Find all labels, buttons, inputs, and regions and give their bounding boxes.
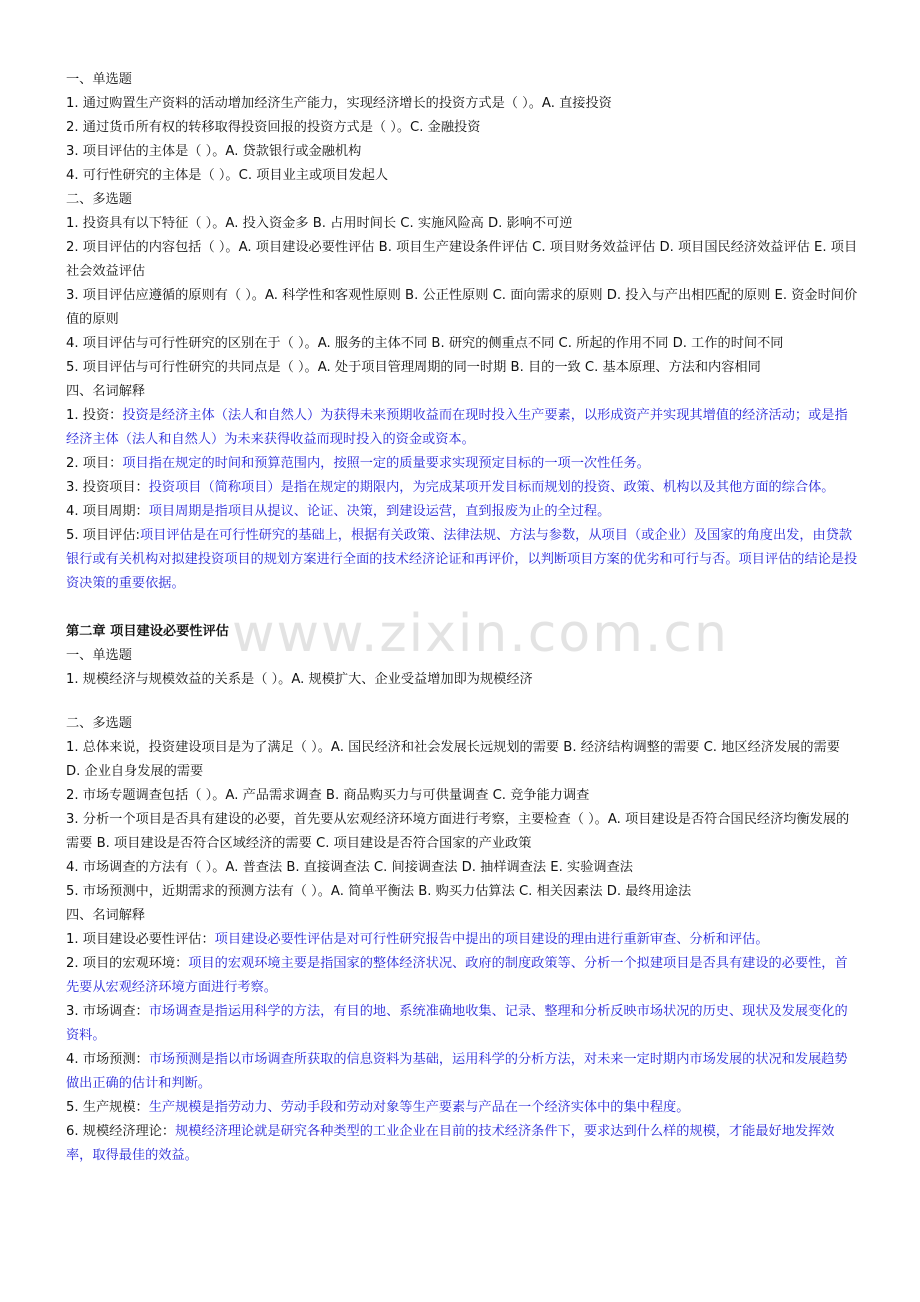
heading-single-choice: 一、单选题 — [66, 648, 132, 663]
chapter-title: 第二章 项目建设必要性评估 — [66, 624, 229, 639]
question-item: 1. 规模经济与规模效益的关系是（ ）。A. 规模扩大、企业受益增加即为规模经济 — [66, 672, 533, 687]
term-definition — [66, 452, 858, 476]
term-definition — [66, 952, 858, 1000]
definition-text: 生产规模是指劳动力、劳动手段和劳动对象等生产要素与产品在一个经济实体中的集中程度。 — [148, 1100, 690, 1115]
question-item: 1. 通过购置生产资料的活动增加经济生产能力，实现经济增长的投资方式是（ ）。A. 直接投资 — [66, 96, 612, 111]
term-label: 5. 项目评估: — [66, 528, 140, 543]
term-definition — [66, 404, 858, 452]
term-definition — [66, 524, 858, 596]
term-definition — [66, 1120, 858, 1168]
question-item: 3. 项目评估的主体是（ ）。A. 贷款银行或金融机构 — [66, 144, 362, 159]
watermark: www.zixin.com.cn — [232, 604, 729, 664]
term-label: 3. 市场调查： — [66, 1004, 149, 1019]
term-label: 2. 项目： — [66, 456, 123, 471]
question-item: 2. 通过货币所有权的转移取得投资回报的投资方式是（ ）。C. 金融投资 — [66, 120, 481, 135]
term-definition — [66, 500, 858, 524]
definition-text: 规模经济理论就是研究各种类型的工业企业在目前的技术经济条件下，要求达到什么样的规模，才能最好地发挥效率，取得最佳的效益。 — [66, 1124, 835, 1163]
definition-text: 市场调查是指运用科学的方法，有目的地、系统准确地收集、记录、整理和分析反映市场状况的历史、现状及发展变化的资料。 — [66, 1004, 848, 1043]
heading-multi-choice: 二、多选题 — [66, 716, 132, 731]
term-definition — [66, 1096, 858, 1120]
definition-text: 项目的宏观环境主要是指国家的整体经济状况、政府的制度政策等、分析一个拟建项目是否具有建设的必要性，首先要从宏观经济环境方面进行考察。 — [66, 956, 848, 995]
term-label: 1. 项目建设必要性评估： — [66, 932, 215, 947]
question-item: 3. 分析一个项目是否具有建设的必要，首先要从宏观经济环境方面进行考察，主要检查（ ）。A. 项目建设是否符合国民经济均衡发展的需要 B. 项目建设是否符合区域经济的需要 C. 项目建设是否符合国家的产业政策 — [66, 812, 850, 851]
definition-text: 项目评估是在可行性研究的基础上，根据有关政策、法律法规、方法与参数，从项目（或企业）及国家的角度出发，由贷款银行或有关机构对拟建投资项目的规划方案进行全面的技术经济论证和再评价，以判断项目方案的优劣和可行与否。项目评估的结论是投资决策的重要依据。 — [66, 528, 858, 591]
term-definition — [66, 928, 858, 952]
blank-spacer — [66, 692, 858, 712]
term-label: 5. 生产规模： — [66, 1100, 149, 1115]
term-label: 4. 项目周期： — [66, 504, 149, 519]
definition-text: 投资是经济主体（法人和自然人）为获得未来预期收益而在现时投入生产要素，以形成资产并实现其增值的经济活动；或是指经济主体（法人和自然人）为未来获得收益而现时投入的资金或资本。 — [66, 408, 848, 447]
question-item: 2. 项目评估的内容包括（ ）。A. 项目建设必要性评估 B. 项目生产建设条件评估 C. 项目财务效益评估 D. 项目国民经济效益评估 E. 项目社会效益评估 — [66, 240, 858, 279]
definition-text: 项目建设必要性评估是对可行性研究报告中提出的项目建设的理由进行重新审查、分析和评估。 — [214, 932, 769, 947]
heading-terms: 四、名词解释 — [66, 384, 146, 399]
term-label: 2. 项目的宏观环境： — [66, 956, 189, 971]
term-definition — [66, 1000, 858, 1048]
definition-text: 项目周期是指项目从提议、论证、决策，到建设运营，直到报废为止的全过程。 — [148, 504, 611, 519]
question-item: 4. 可行性研究的主体是（ ）。C. 项目业主或项目发起人 — [66, 168, 389, 183]
term-definition — [66, 476, 858, 500]
question-item: 5. 项目评估与可行性研究的共同点是（ ）。A. 处于项目管理周期的同一时期 B. 目的一致 C. 基本原理、方法和内容相同 — [66, 360, 761, 375]
heading-single-choice: 一、单选题 — [66, 72, 132, 87]
definition-text: 项目指在规定的时间和预算范围内，按照一定的质量要求实现预定目标的一项一次性任务。 — [122, 456, 650, 471]
term-label: 4. 市场预测： — [66, 1052, 149, 1067]
definition-text: 市场预测是指以市场调查所获取的信息资料为基础，运用科学的分析方法，对未来一定时期内市场发展的状况和发展趋势做出正确的估计和判断。 — [66, 1052, 848, 1091]
question-item: 2. 市场专题调查包括（ ）。A. 产品需求调查 B. 商品购买力与可供量调查 C. 竞争能力调查 — [66, 788, 590, 803]
term-label: 3. 投资项目： — [66, 480, 149, 495]
definition-text: 投资项目（简称项目）是指在规定的期限内，为完成某项开发目标而规划的投资、政策、机构以及其他方面的综合体。 — [148, 480, 835, 495]
question-item: 4. 市场调查的方法有（ ）。A. 普查法 B. 直接调查法 C. 间接调查法 D. 抽样调查法 E. 实验调查法 — [66, 860, 633, 875]
heading-multi-choice: 二、多选题 — [66, 192, 132, 207]
question-item: 1. 总体来说，投资建设项目是为了满足（ ）。A. 国民经济和社会发展长远规划的需要 B. 经济结构调整的需要 C. 地区经济发展的需要 D. 企业自身发展的需要 — [66, 740, 840, 779]
question-item: 5. 市场预测中，近期需求的预测方法有（ ）。A. 简单平衡法 B. 购买力估算法 C. 相关因素法 D. 最终用途法 — [66, 884, 692, 899]
question-item: 3. 项目评估应遵循的原则有（ ）。A. 科学性和客观性原则 B. 公正性原则 C. 面向需求的原则 D. 投入与产出相匹配的原则 E. 资金时间价值的原则 — [66, 288, 858, 327]
term-label: 6. 规模经济理论： — [66, 1124, 176, 1139]
question-item: 4. 项目评估与可行性研究的区别在于（ ）。A. 服务的主体不同 B. 研究的侧重点不同 C. 所起的作用不同 D. 工作的时间不同 — [66, 336, 784, 351]
question-item: 1. 投资具有以下特征（ ）。A. 投入资金多 B. 占用时间长 C. 实施风险高 D. 影响不可逆 — [66, 216, 573, 231]
heading-terms: 四、名词解释 — [66, 908, 146, 923]
term-label: 1. 投资： — [66, 408, 123, 423]
document-body — [66, 68, 858, 1168]
term-definition — [66, 1048, 858, 1096]
